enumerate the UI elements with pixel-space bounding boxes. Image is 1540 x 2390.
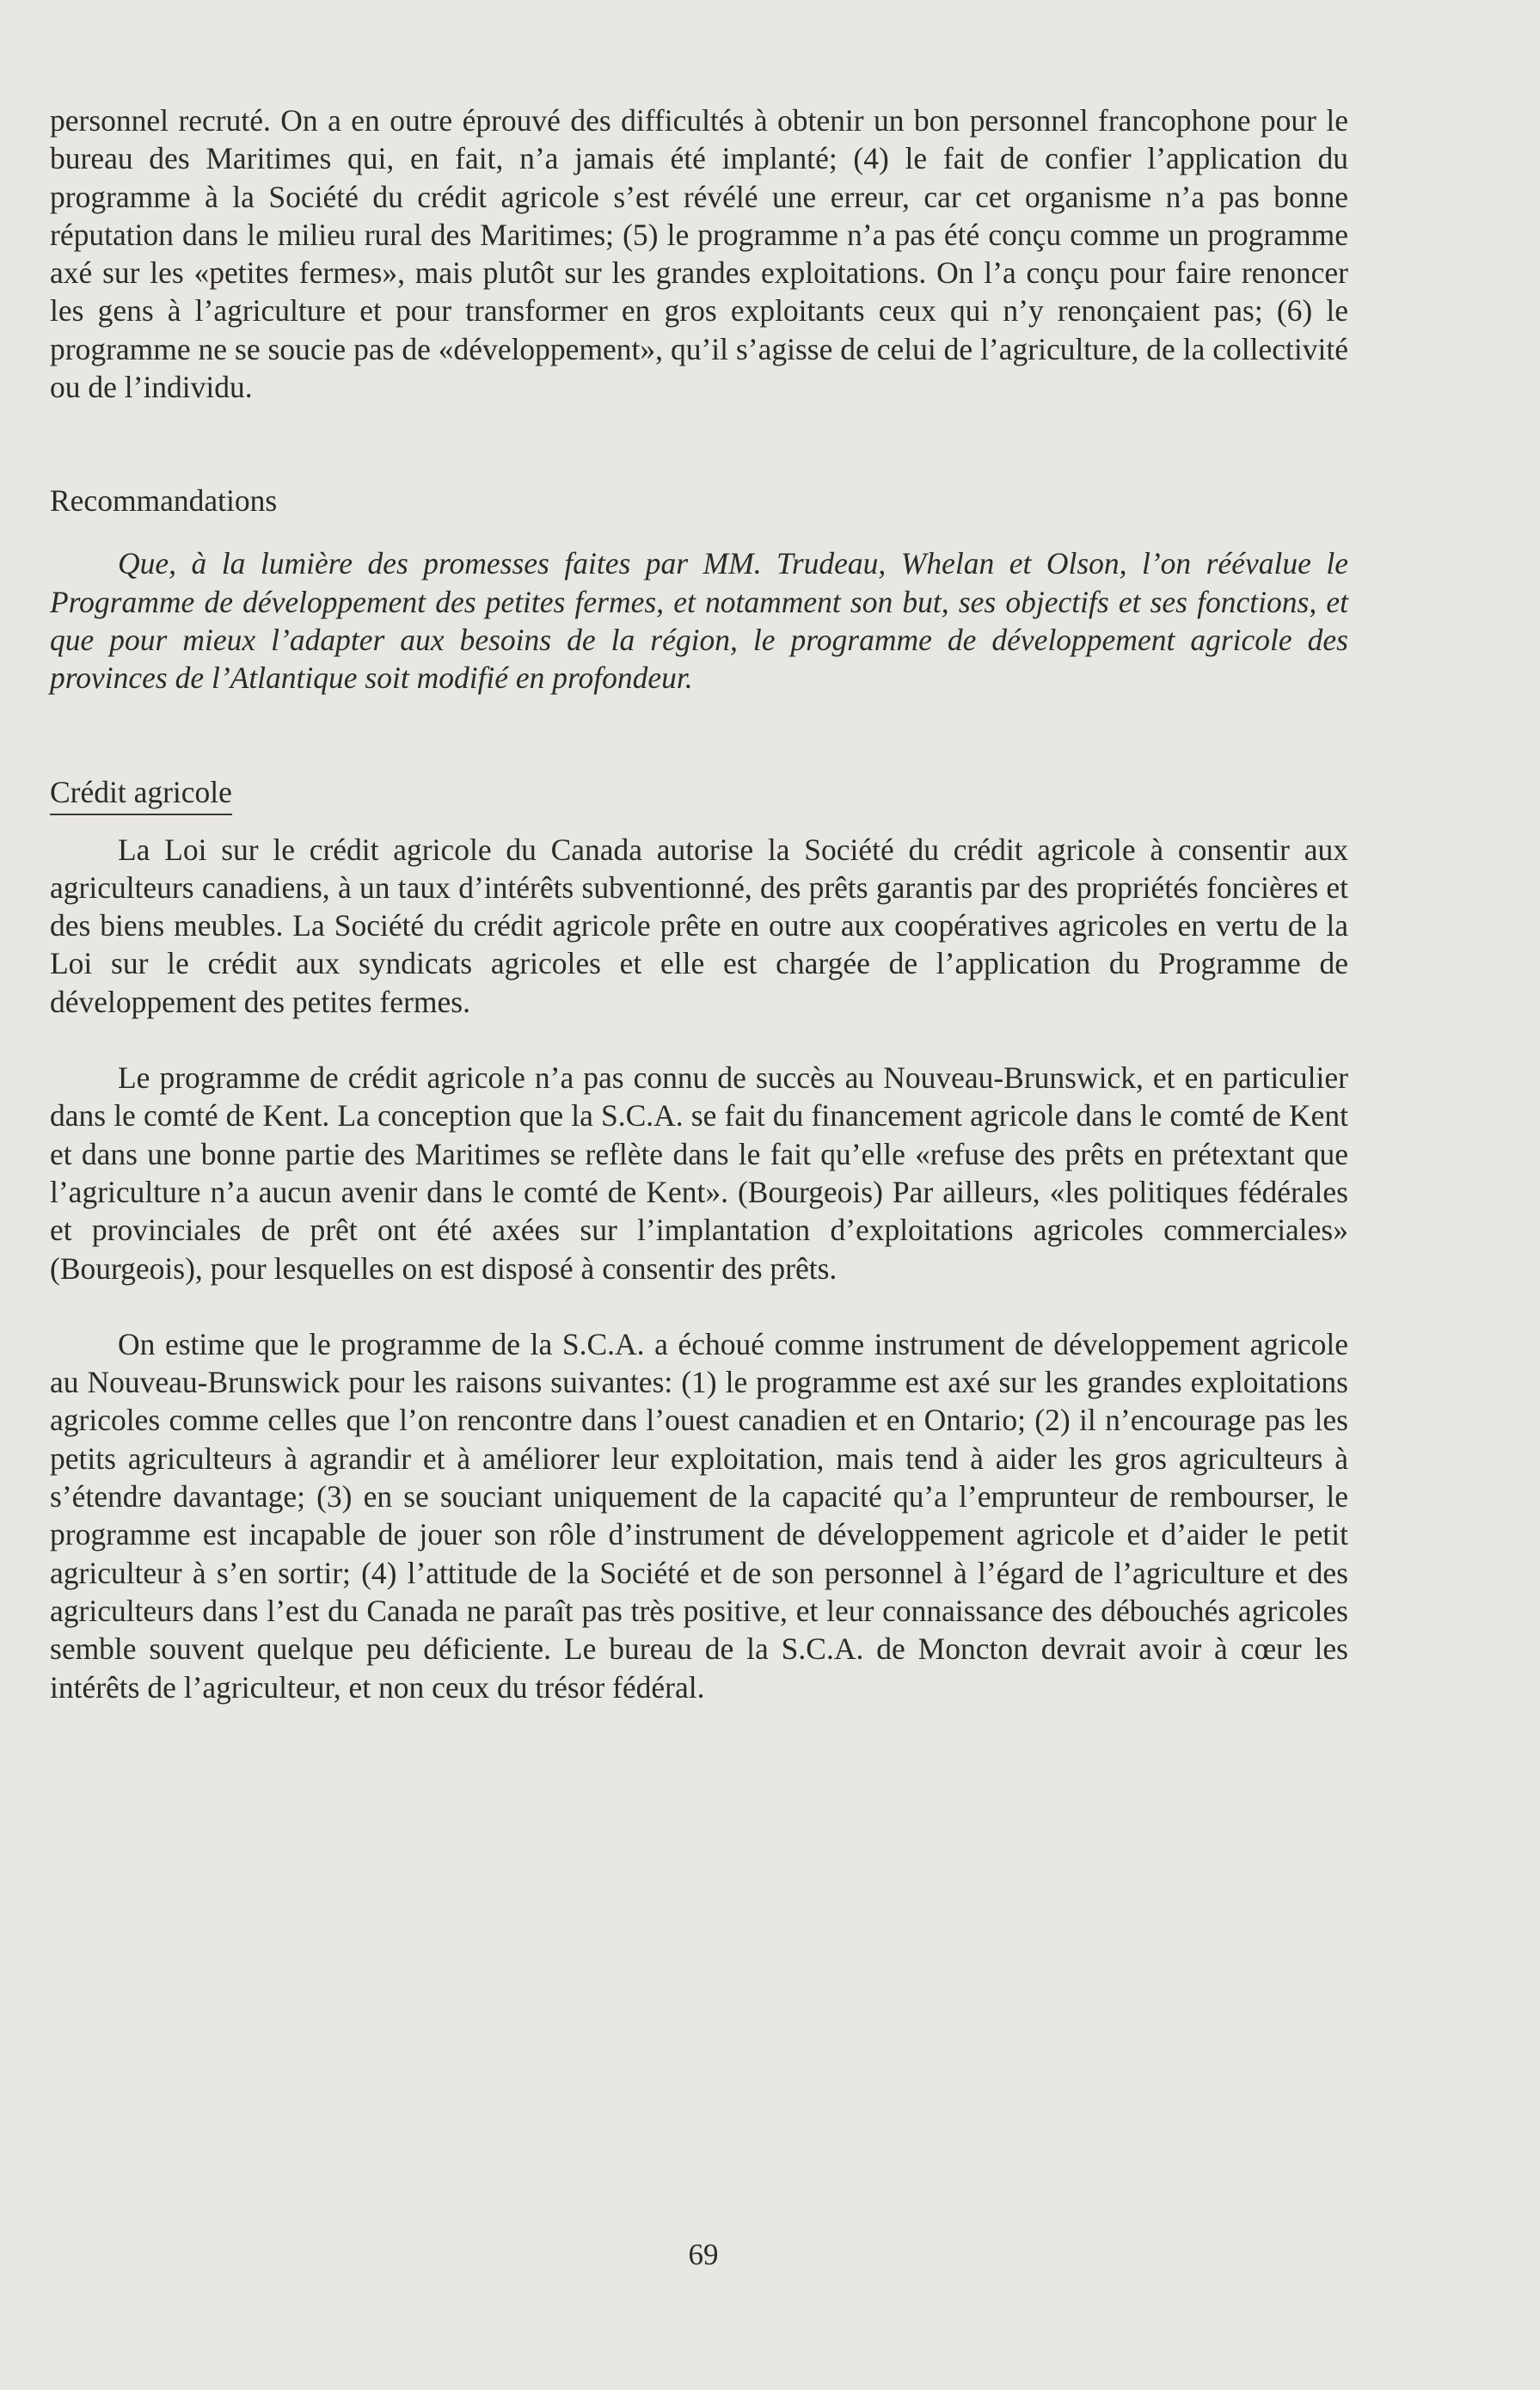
paragraph-credit-3: On estime que le programme de la S.C.A. a échoué comme instrument de développement agricole au Nouveau-Brunswick pour les raisons suivantes: (1) le programme est axé sur les grandes exploitations agricoles comme celles que l’on rencontre dans l’ouest canadien et en Ontario; (2) il n’encourage pas les petits agriculteurs à agrandir et à améliorer leur exploitation, mais tend à aider les gros agriculteurs à s’étendre davantage; (3) en se souciant uniquement de la capacité qu’a l’emprunteur de rembourser, le programme est incapable de jouer son rôle d’instrument de développement agricole et d’aider le petit agriculteur à s’en sortir; (4) l’attitude de la Société et de son personnel à l’égard de l’agriculture et des agriculteurs dans l’est du Canada ne paraît pas très positive, et leur connaissance des débouchés agricoles semble souvent quelque peu déficiente. Le bureau de la S.C.A. de Moncton devrait avoir à cœur les intérêts de l’agriculteur, et non ceux du trésor fédéral.: [50, 1326, 1348, 1705]
page-number: 69: [688, 2238, 719, 2271]
heading-credit-agricole: Crédit agricole: [50, 773, 232, 815]
paragraph-credit-1: La Loi sur le crédit agricole du Canada autorise la Société du crédit agricole à consentir aux agriculteurs canadiens, à un taux d’intérêts subventionné, des prêts garantis par des propriétés foncières et des biens meubles. La Société du crédit agricole prête en outre aux coopératives agricoles en vertu de la Loi sur le crédit aux syndicats agricoles et elle est chargée de l’application du Programme de développement des petites fermes.: [50, 832, 1348, 1019]
heading-recommandations: Recommandations: [50, 483, 278, 519]
recommendation-text: Que, à la lumière des promesses faites par MM. Trudeau, Whelan et Olson, l’on réévalue le Programme de développement des petites fermes, et notamment son but, ses objectifs et ses fonctions, et que pour mieux l’adapter aux besoins de la région, le programme de développement agricole des provinces de l’Atlantique soit modifié en profondeur.: [50, 546, 1348, 696]
paragraph-credit-2: Le programme de crédit agricole n’a pas connu de succès au Nouveau-Brunswick, et en particulier dans le comté de Kent. La conception que la S.C.A. se fait du financement agricole dans le comté de Kent et dans une bonne partie des Maritimes se reflète dans le fait qu’elle «refuse des prêts en prétextant que l’agriculture n’a aucun avenir dans le comté de Kent». (Bourgeois) Par ailleurs, «les politiques fédérales et provinciales de prêt ont été axées sur l’implantation d’exploitations agricoles commerciales» (Bourgeois), pour lesquelles on est disposé à consentir des prêts.: [50, 1060, 1348, 1286]
document-page: [50, 101, 1348, 1706]
paragraph-continuation: personnel recruté. On a en outre éprouvé des difficultés à obtenir un bon personnel francophone pour le bureau des Maritimes qui, en fait, n’a jamais été implanté; (4) le fait de confier l’application du programme à la Société du crédit agricole s’est révélé une erreur, car cet organisme n’a pas bonne réputation dans le milieu rural des Maritimes; (5) le programme n’a pas été conçu comme un programme axé sur les «petites fermes», mais plutôt sur les grandes exploitations. On l’a conçu pour faire renoncer les gens à l’agriculture et pour transformer en gros exploitants ceux qui n’y renonçaient pas; (6) le programme ne se soucie pas de «développement», qu’il s’agisse de celui de l’agriculture, de la collectivité ou de l’individu.: [50, 103, 1348, 405]
